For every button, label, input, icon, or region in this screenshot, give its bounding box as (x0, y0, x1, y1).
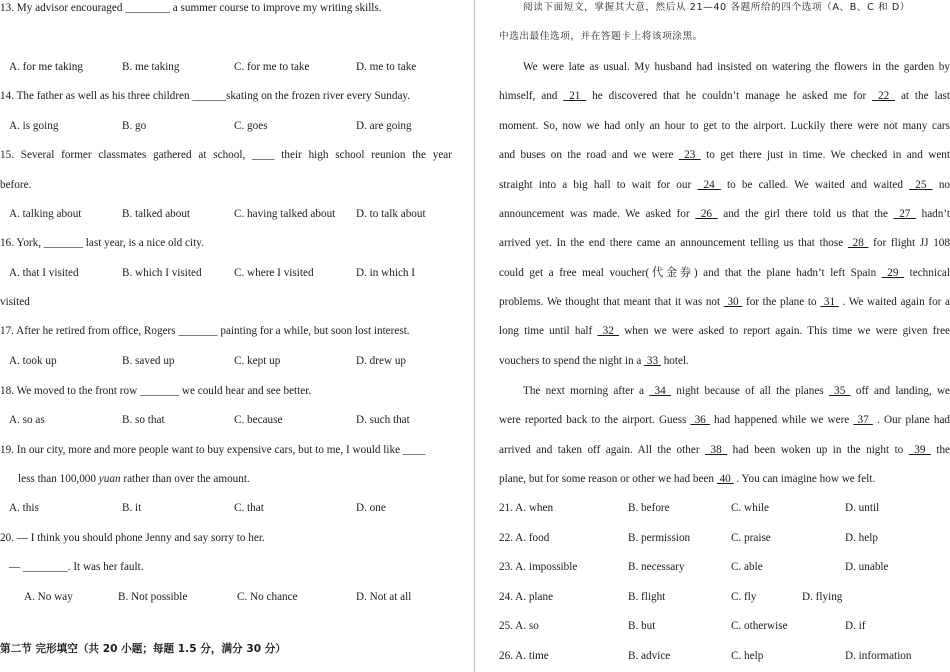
answer-option: B. advice (628, 650, 671, 662)
text-line (0, 383, 452, 399)
text-line (499, 471, 950, 487)
text-line (0, 530, 452, 546)
cloze-blank: 36 (690, 414, 710, 426)
answer-option: D. flying (802, 591, 843, 603)
answer-option: D. such that (356, 414, 410, 426)
text-line (499, 177, 950, 193)
option-row (499, 559, 950, 575)
answer-option: D. to talk about (356, 208, 426, 220)
answer-option: 25. A. so (499, 620, 539, 632)
answer-option: B. which I visited (122, 267, 202, 279)
option-row (0, 118, 452, 134)
text-line (499, 353, 950, 369)
line-text: 13. My advisor encouraged ________ a summer course to improve my writing skills. (0, 2, 382, 14)
line-text: problems. We thought that meant that it was not 30 for the plane to 31 . We waited again for a (499, 296, 950, 308)
currency-word: yuan (98, 473, 121, 485)
text-line (499, 442, 950, 458)
answer-option: B. before (628, 502, 670, 514)
answer-option: A. for me taking (9, 61, 83, 73)
answer-option: C. where I visited (234, 267, 314, 279)
line-text: 20. — I think you should phone Jenny and say sorry to her. (0, 532, 265, 544)
section-heading (0, 641, 452, 657)
answer-option: C. having talked about (234, 208, 336, 220)
cloze-blank: 29 (881, 267, 905, 279)
answer-option: C. because (234, 414, 283, 426)
answer-option: 22. A. food (499, 532, 550, 544)
text-line (499, 383, 950, 399)
instruction-line (499, 29, 950, 45)
text-line (0, 559, 452, 575)
line-text: arrived yet. In the end there came an announcement telling us that those 28 for flight JJ 108 (499, 237, 950, 249)
text-line (0, 442, 452, 458)
answer-option: D. if (845, 620, 866, 632)
option-row (0, 59, 452, 75)
line-text: announcement was made. We asked for 26 and the girl there told us that the 27 hadn’t (499, 208, 950, 220)
answer-option: A. talking about (9, 208, 82, 220)
line-text: were reported back to the airport. Guess 36 had happened while we were 37 . Our plane had (499, 414, 950, 426)
option-row (0, 353, 452, 369)
answer-option: A. so as (9, 414, 45, 426)
text-line (0, 0, 452, 16)
line-text: vouchers to spend the night in a 33 hotel. (499, 355, 689, 367)
answer-option: D. information (845, 650, 912, 662)
cloze-blank: 40 (716, 473, 734, 485)
cloze-blank: 22 (872, 90, 896, 102)
answer-option: D. help (845, 532, 878, 544)
answer-option: B. it (122, 502, 142, 514)
cloze-blank: 24 (697, 179, 721, 191)
text-line (499, 235, 950, 251)
text-line (0, 177, 452, 193)
answer-option: A. took up (9, 355, 57, 367)
option-row (0, 589, 452, 605)
answer-option: C. able (731, 561, 763, 573)
option-row (499, 648, 950, 664)
answer-option: B. Not possible (118, 591, 188, 603)
answer-option: C. help (731, 650, 764, 662)
answer-option: D. one (356, 502, 386, 514)
cloze-blank: 32 (597, 325, 620, 337)
option-row (0, 265, 452, 281)
cloze-blank: 37 (853, 414, 873, 426)
line-text: 18. We moved to the front row _______ we could hear and see better. (0, 385, 312, 397)
line-text: moment. So, now we had only an hour to get to the airport. Luckily there were not many cars (499, 120, 950, 132)
line-text: less than 100,000 yuan rather than over the amount. (18, 473, 250, 485)
answer-option: B. so that (122, 414, 165, 426)
line-text: 中选出最佳选项，并在答题卡上将该项涂黑。 (499, 31, 703, 42)
line-text: arrived and taken off again. All the other 38 had been woken up in the night to 39 the (499, 444, 950, 456)
answer-option: D. drew up (356, 355, 407, 367)
option-row (499, 589, 950, 605)
line-text: 14. The father as well as his three children ______skating on the frozen river every Sunday. (0, 90, 411, 102)
answer-option: D. me to take (356, 61, 417, 73)
text-line (0, 323, 452, 339)
line-text: 17. After he retired from office, Rogers _______ painting for a while, but soon lost interest. (0, 325, 410, 337)
line-text: We were late as usual. My husband had insisted on watering the flowers in the garden by (523, 61, 950, 73)
option-row (499, 500, 950, 516)
cloze-blank: 23 (678, 149, 701, 161)
cloze-blank: 28 (847, 237, 869, 249)
answer-option: D. are going (356, 120, 412, 132)
answer-option: B. flight (628, 591, 666, 603)
text-line (0, 235, 452, 251)
text-line (0, 147, 452, 163)
answer-option: B. but (628, 620, 656, 632)
answer-option: C. while (731, 502, 769, 514)
answer-option: C. kept up (234, 355, 281, 367)
answer-option: C. praise (731, 532, 771, 544)
text-line (499, 206, 950, 222)
option-row (499, 618, 950, 634)
text-line (499, 323, 950, 339)
answer-option: C. fly (731, 591, 757, 603)
text-line (499, 147, 950, 163)
line-text: 阅读下面短文，掌握其大意，然后从 21—40 各题所给的四个选项（A、B、C 和 D） (523, 2, 911, 13)
line-text: long time until half 32 when we were asked to report again. This time we were given free (499, 325, 950, 337)
answer-option: A. No way (24, 591, 73, 603)
answer-option: 26. A. time (499, 650, 549, 662)
answer-option: 23. A. impossible (499, 561, 578, 573)
line-text: himself, and 21 he discovered that he couldn’t manage he asked me for 22 at the last (499, 90, 950, 102)
text-line (499, 118, 950, 134)
answer-option: C. No chance (237, 591, 298, 603)
cloze-blank: 21 (563, 90, 587, 102)
answer-option: B. permission (628, 532, 691, 544)
answer-option: 21. A. when (499, 502, 554, 514)
answer-option: C. that (234, 502, 264, 514)
answer-option: A. that I visited (9, 267, 79, 279)
option-row (0, 500, 452, 516)
cloze-blank: 30 (723, 296, 743, 308)
cloze-blank: 26 (695, 208, 718, 220)
text-line (499, 88, 950, 104)
answer-option: D. in which I (356, 267, 416, 279)
answer-option: B. talked about (122, 208, 191, 220)
text-line (499, 294, 950, 310)
cloze-blank: 38 (705, 444, 728, 456)
answer-option: B. go (122, 120, 147, 132)
cloze-blank: 31 (820, 296, 839, 308)
line-text: 第二节 完形填空（共 20 小题；每题 1.5 分，满分 30 分） (0, 643, 286, 655)
answer-option: D. until (845, 502, 880, 514)
cloze-blank: 33 (644, 355, 661, 367)
line-text: and buses on the road and we were 23 to get there just in time. We checked in and went (499, 149, 950, 161)
answer-option: C. for me to take (234, 61, 310, 73)
answer-option: D. unable (845, 561, 889, 573)
line-text: straight into a big hall to wait for our 24 to be called. We waited and waited 25 no (499, 179, 950, 191)
answer-option: A. is going (9, 120, 59, 132)
line-text: 19. In our city, more and more people want to buy expensive cars, but to me, I would like ____ (0, 444, 426, 456)
answer-option: A. this (9, 502, 39, 514)
answer-option: 24. A. plane (499, 591, 554, 603)
option-row (0, 412, 452, 428)
answer-option: D. Not at all (356, 591, 412, 603)
cloze-blank: 27 (893, 208, 917, 220)
line-text: The next morning after a 34 night because of all the planes 35 off and landing, we (523, 385, 950, 397)
cloze-blank: 39 (908, 444, 931, 456)
answer-option: C. otherwise (731, 620, 788, 632)
cloze-blank: 35 (828, 385, 851, 397)
line-text: 16. York, _______ last year, is a nice old city. (0, 237, 204, 249)
answer-option: B. saved up (122, 355, 175, 367)
text-line (0, 88, 452, 104)
answer-option: C. goes (234, 120, 268, 132)
line-text: plane, but for some reason or other we had been 40 . You can imagine how we felt. (499, 473, 876, 485)
text-line (499, 59, 950, 75)
option-row (0, 206, 452, 222)
text-line (0, 294, 452, 310)
answer-option: B. necessary (628, 561, 685, 573)
line-text: visited (0, 296, 30, 308)
text-line (0, 471, 452, 487)
text-line (499, 412, 950, 428)
text-line (499, 265, 950, 281)
line-text: — ________. It was her fault. (9, 561, 144, 573)
cloze-blank: 25 (909, 179, 933, 191)
answer-option: B. me taking (122, 61, 180, 73)
line-text: could get a free meal voucher(代金券) and that the plane hadn’t left Spain 29 technical (499, 267, 950, 279)
page-divider (474, 0, 475, 672)
cloze-blank: 34 (649, 385, 671, 397)
line-text: 15. Several former classmates gathered at school, ____ their high school reunion the year (0, 149, 452, 161)
option-row (499, 530, 950, 546)
line-text: before. (0, 179, 32, 191)
instruction-line (499, 0, 950, 16)
